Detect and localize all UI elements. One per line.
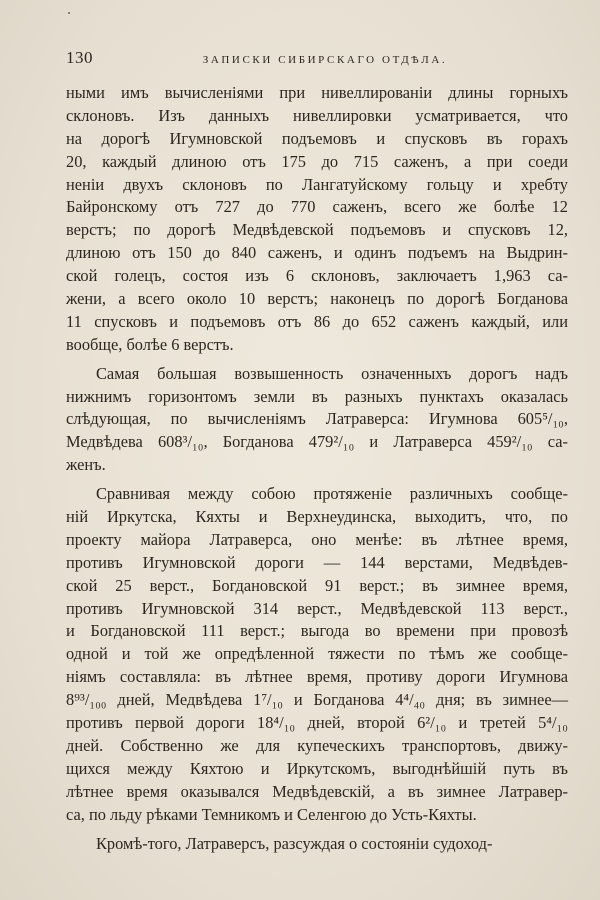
text-line: ской 25 верст., Богдановской 91 верст.; въ зимнее время,: [66, 575, 568, 595]
text-line: неніи двухъ склоновъ по Лангатуйскому гольцу и хребту: [66, 174, 568, 194]
text-line: Сравнивая между собою протяженіе различныхъ сообще-: [96, 484, 568, 504]
text-line: женъ.: [66, 455, 106, 475]
text-line: Самая большая возвышенность означенныхъ дорогъ надъ: [96, 363, 568, 383]
text-line: ній Иркутска, Кяхты и Верхнеудинска, выходитъ, что, по: [66, 507, 568, 527]
text-line: противъ первой дороги 18⁴/₁₀ дней, второй 6²/₁₀ и третей 5⁴/₁₀: [66, 713, 568, 733]
text-line: и Богдановской 111 верст.; выгода во времени при провозѣ: [66, 621, 568, 641]
text-line: Медвѣдева 608³/₁₀, Богданова 479²/₁₀ и Латраверса 459²/₁₀ са-: [66, 432, 568, 452]
text-line: длиною отъ 150 до 840 саженъ, и одинъ подъемъ на Выдрин-: [66, 243, 568, 263]
text-line: ніямъ составляла: въ лѣтнее время, противу дороги Игумнова: [66, 667, 568, 687]
paragraph: [66, 82, 568, 357]
text-line: слѣдующая, по вычисленіямъ Латраверса: Игумнова 605⁵/₁₀,: [66, 409, 568, 429]
text-line: Байронскому отъ 727 до 770 саженъ, всего же болѣе 12: [66, 197, 568, 217]
text-line: на дорогѣ Игумновской подъемовъ и спусковъ въ горахъ: [66, 128, 568, 148]
text-line: са, по льду рѣками Темникомъ и Селенгою до Усть-Кяхты.: [66, 804, 477, 824]
text-line: вообще, болѣе 6 верстъ.: [66, 334, 234, 354]
text-line: Кромѣ-того, Латраверсъ, разсуждая о состояніи судоход-: [96, 833, 493, 853]
text-line: противъ Игумновской 314 верст., Медвѣдевской 113 верст.,: [66, 598, 568, 618]
text-line: 11 спусковъ и подъемовъ отъ 86 до 652 саженъ каждый, или: [66, 311, 568, 331]
text-line: склоновъ. Изъ данныхъ нивеллировки усматривается, что: [66, 105, 568, 125]
text-line: лѣтнее время оказывался Медвѣдевскій, а въ зимнее Латравер-: [66, 781, 568, 801]
text-line: противъ Игумновской дороги — 144 верстами, Медвѣдев-: [66, 552, 568, 572]
text-line: 20, каждый длиною отъ 175 до 715 саженъ, а при соеди: [66, 151, 568, 171]
text-line: ской голецъ, состоя изъ 6 склоновъ, заключаетъ 1,963 са-: [66, 266, 568, 286]
text-line: дней. Собственно же для купеческихъ транспортовъ, движу-: [66, 735, 568, 755]
text-line: проекту майора Латраверса, оно менѣе: въ лѣтнее время,: [66, 529, 568, 549]
running-head: [66, 48, 544, 70]
running-title: ЗАПИСКИ СИБИРСКАГО ОТДѢЛА.: [202, 54, 448, 66]
text-line: нижнимъ горизонтомъ земли въ разныхъ пунктахъ оказалась: [66, 386, 568, 406]
paragraph: [66, 833, 568, 856]
paragraph: [66, 363, 568, 477]
text-line: 8⁹³/₁₀₀ дней, Медвѣдева 1⁷/₁₀ и Богданова 4⁴/₄₀ дня; въ зимнее—: [66, 690, 568, 710]
text-line: верстъ; по дорогѣ Медвѣдевской подъемовъ и спусковъ 12,: [66, 220, 568, 240]
paragraph: [66, 483, 568, 826]
ink-speck: [68, 12, 70, 14]
body-text: [66, 82, 568, 861]
text-line: ными имъ вычисленіями при нивеллированіи длины горныхъ: [66, 83, 568, 102]
text-line: щихся между Кяхтою и Иркутскомъ, выгоднѣйшій путь въ: [66, 758, 568, 778]
text-line: жени, а всего около 10 верстъ; наконецъ по дорогѣ Богданова: [66, 289, 568, 309]
page-number: 130: [66, 48, 93, 67]
text-line: одной и той же опредѣленной тяжести по тѣмъ же сообще-: [66, 644, 568, 664]
